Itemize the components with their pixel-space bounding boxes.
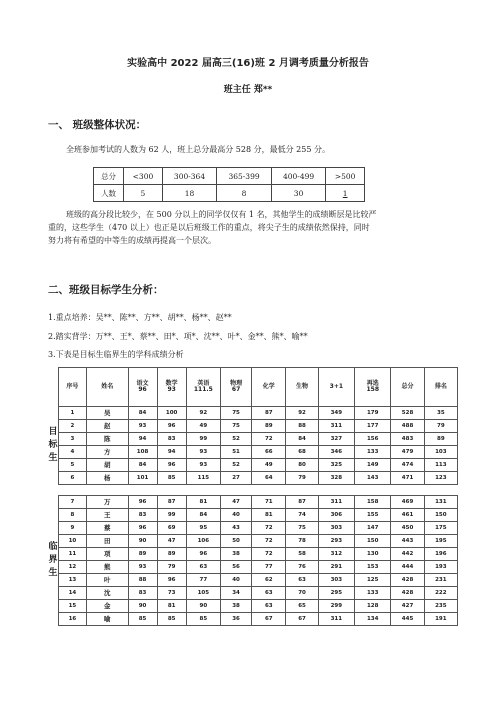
score-cell: 49 bbox=[252, 459, 286, 472]
score-cell: 1 bbox=[58, 407, 86, 420]
score-cell: 443 bbox=[391, 535, 424, 548]
score-cell: 89 bbox=[128, 548, 157, 561]
subject-scores-table bbox=[48, 367, 458, 626]
score-cell: 428 bbox=[391, 574, 424, 587]
column-header: 英语 111.5 bbox=[186, 368, 220, 407]
score-cell: 128 bbox=[355, 600, 391, 613]
score-cell: 461 bbox=[391, 509, 424, 522]
score-cell: 299 bbox=[318, 600, 354, 613]
score-cell: 77 bbox=[186, 574, 220, 587]
score-cell: 427 bbox=[391, 600, 424, 613]
score-cell: 99 bbox=[157, 509, 186, 522]
score-cell: 195 bbox=[424, 535, 457, 548]
score-cell: 231 bbox=[424, 574, 457, 587]
score-cell: 153 bbox=[355, 561, 391, 574]
score-cell: 179 bbox=[355, 407, 391, 420]
score-cell: 40 bbox=[220, 509, 251, 522]
separator-cell bbox=[220, 485, 251, 496]
report-title: 实验高中 2022 届高三(16)班 2 月调考质量分析报告 bbox=[127, 58, 369, 69]
score-cell: 51 bbox=[220, 446, 251, 459]
score-cell: 47 bbox=[220, 496, 251, 509]
score-cell: 63 bbox=[286, 574, 318, 587]
score-cell: 72 bbox=[252, 433, 286, 446]
student-row bbox=[48, 613, 458, 626]
score-cell: 328 bbox=[318, 472, 354, 485]
paragraph-line: 班级的高分段比较少，在 500 分以上的同学仅仅有 1 名，其他学生的成绩断层是比较严 bbox=[66, 210, 377, 219]
student-name: 喻 bbox=[86, 613, 128, 626]
score-cell: 445 bbox=[391, 613, 424, 626]
score-cell: 105 bbox=[186, 587, 220, 600]
score-cell: 67 bbox=[286, 613, 318, 626]
score-cell: 89 bbox=[424, 433, 457, 446]
student-row bbox=[48, 496, 458, 509]
score-cell: 38 bbox=[220, 548, 251, 561]
column-header: 3+1 bbox=[318, 368, 354, 407]
score-cell: 36 bbox=[220, 613, 251, 626]
column-header: 生物 bbox=[286, 368, 318, 407]
score-cell: 4 bbox=[58, 446, 86, 459]
student-row bbox=[48, 472, 458, 485]
score-cell: 85 bbox=[128, 613, 157, 626]
score-cell: 471 bbox=[391, 472, 424, 485]
paragraph-line: 努力将有希望的中等生的成绩再提高一个层次。 bbox=[48, 236, 216, 245]
score-cell: 306 bbox=[318, 509, 354, 522]
score-cell: 87 bbox=[252, 407, 286, 420]
score-cell: 72 bbox=[252, 522, 286, 535]
separator-cell bbox=[128, 485, 157, 496]
column-header: 语文 96 bbox=[128, 368, 157, 407]
score-cell: 78 bbox=[286, 535, 318, 548]
student-name: 蔡 bbox=[86, 522, 128, 535]
score-cell: 311 bbox=[318, 613, 354, 626]
score-cell: 84 bbox=[128, 407, 157, 420]
score-cell: 5 bbox=[58, 459, 86, 472]
score-cell: 150 bbox=[424, 509, 457, 522]
score-cell: 75 bbox=[220, 420, 251, 433]
column-header: 化学 bbox=[252, 368, 286, 407]
score-cell: 9 bbox=[58, 522, 86, 535]
score-cell: 83 bbox=[157, 433, 186, 446]
author-line: 班主任 郑** bbox=[223, 85, 273, 95]
separator-cell bbox=[157, 485, 186, 496]
score-cell: 71 bbox=[252, 496, 286, 509]
score-cell: 94 bbox=[157, 446, 186, 459]
score-cell: 93 bbox=[186, 446, 220, 459]
score-cell: 79 bbox=[286, 472, 318, 485]
score-cell: 81 bbox=[186, 496, 220, 509]
score-cell: 103 bbox=[424, 446, 457, 459]
separator-cell bbox=[318, 485, 354, 496]
student-row bbox=[48, 459, 458, 472]
score-cell: 125 bbox=[355, 574, 391, 587]
score-cell: 15 bbox=[58, 600, 86, 613]
student-name: 熊 bbox=[86, 561, 128, 574]
student-row bbox=[48, 535, 458, 548]
score-cell: 93 bbox=[186, 459, 220, 472]
column-header: 序号 bbox=[58, 368, 86, 407]
score-cell: 93 bbox=[128, 561, 157, 574]
student-name: 陈 bbox=[86, 433, 128, 446]
score-cell: 35 bbox=[424, 407, 457, 420]
score-cell: 77 bbox=[252, 561, 286, 574]
student-row bbox=[48, 433, 458, 446]
score-cell: 89 bbox=[157, 548, 186, 561]
distribution-cell: 18 bbox=[162, 185, 217, 202]
score-cell: 11 bbox=[58, 548, 86, 561]
table-caption: 3.下表是目标生临界生的学科成绩分析 bbox=[48, 350, 184, 359]
score-cell: 80 bbox=[286, 459, 318, 472]
score-cell: 49 bbox=[186, 420, 220, 433]
score-cell: 64 bbox=[252, 472, 286, 485]
distribution-cell: 人数 bbox=[94, 185, 124, 202]
score-cell: 158 bbox=[355, 496, 391, 509]
score-cell: 10 bbox=[58, 535, 86, 548]
student-name: 万 bbox=[86, 496, 128, 509]
score-cell: 96 bbox=[157, 420, 186, 433]
score-cell: 87 bbox=[286, 496, 318, 509]
score-cell: 93 bbox=[128, 420, 157, 433]
score-cell: 156 bbox=[355, 433, 391, 446]
score-cell: 52 bbox=[220, 433, 251, 446]
group-label: 目 标 生 bbox=[48, 427, 58, 463]
score-cell: 106 bbox=[186, 535, 220, 548]
score-cell: 27 bbox=[220, 472, 251, 485]
score-cell: 134 bbox=[355, 613, 391, 626]
distribution-header-row bbox=[94, 168, 365, 185]
student-name: 杨 bbox=[86, 472, 128, 485]
score-cell: 6 bbox=[58, 472, 86, 485]
score-cell: 84 bbox=[128, 459, 157, 472]
score-cell: 87 bbox=[157, 496, 186, 509]
score-cell: 235 bbox=[424, 600, 457, 613]
score-cell: 79 bbox=[157, 561, 186, 574]
score-cell: 123 bbox=[424, 472, 457, 485]
score-cell: 291 bbox=[318, 561, 354, 574]
score-cell: 303 bbox=[318, 522, 354, 535]
section-1-intro: 全班参加考试的人数为 62 人，班上总分最高分 528 分，最低分 255 分。 bbox=[66, 145, 330, 154]
distribution-cell: >500 bbox=[326, 168, 365, 185]
score-cell: 222 bbox=[424, 587, 457, 600]
score-cell: 528 bbox=[391, 407, 424, 420]
score-cell: 47 bbox=[157, 535, 186, 548]
score-cell: 474 bbox=[391, 459, 424, 472]
column-header: 姓名 bbox=[86, 368, 128, 407]
student-name: 叶 bbox=[86, 574, 128, 587]
separator-cell bbox=[86, 485, 128, 496]
student-row bbox=[48, 420, 458, 433]
score-cell: 96 bbox=[157, 574, 186, 587]
student-row bbox=[48, 561, 458, 574]
score-cell: 488 bbox=[391, 420, 424, 433]
score-cell: 70 bbox=[286, 587, 318, 600]
score-cell: 96 bbox=[128, 496, 157, 509]
group-spacer bbox=[48, 368, 58, 407]
score-cell: 108 bbox=[128, 446, 157, 459]
score-cell: 101 bbox=[128, 472, 157, 485]
score-cell: 442 bbox=[391, 548, 424, 561]
score-cell: 56 bbox=[220, 561, 251, 574]
score-cell: 85 bbox=[157, 472, 186, 485]
score-cell: 100 bbox=[157, 407, 186, 420]
score-cell: 43 bbox=[220, 522, 251, 535]
score-cell: 193 bbox=[424, 561, 457, 574]
score-cell: 96 bbox=[128, 522, 157, 535]
score-cell: 73 bbox=[157, 587, 186, 600]
distribution-cell: 365-399 bbox=[217, 168, 272, 185]
score-cell: 450 bbox=[391, 522, 424, 535]
score-cell: 90 bbox=[128, 535, 157, 548]
score-cell: 115 bbox=[186, 472, 220, 485]
score-cell: 68 bbox=[286, 446, 318, 459]
score-cell: 196 bbox=[424, 548, 457, 561]
column-header: 再选 158 bbox=[355, 368, 391, 407]
score-cell: 150 bbox=[355, 535, 391, 548]
column-header: 总分 bbox=[391, 368, 424, 407]
distribution-cell: 400-499 bbox=[271, 168, 326, 185]
section-1-paragraph bbox=[48, 208, 453, 247]
score-cell: 16 bbox=[58, 613, 86, 626]
section-1-heading: 一、 班级整体状况： bbox=[48, 119, 147, 131]
score-cell: 96 bbox=[186, 548, 220, 561]
student-name: 金 bbox=[86, 600, 128, 613]
student-name: 吴 bbox=[86, 407, 128, 420]
column-header: 物理 67 bbox=[220, 368, 251, 407]
separator-cell bbox=[391, 485, 424, 496]
score-cell: 66 bbox=[252, 446, 286, 459]
score-cell: 147 bbox=[355, 522, 391, 535]
score-cell: 349 bbox=[318, 407, 354, 420]
score-cell: 444 bbox=[391, 561, 424, 574]
score-cell: 175 bbox=[424, 522, 457, 535]
score-distribution-table bbox=[93, 167, 365, 202]
separator-cell bbox=[424, 485, 457, 496]
separator-cell bbox=[58, 485, 86, 496]
score-cell: 74 bbox=[286, 509, 318, 522]
score-cell: 81 bbox=[157, 600, 186, 613]
group-label: 临 界 生 bbox=[48, 542, 58, 578]
score-cell: 130 bbox=[355, 548, 391, 561]
student-name: 田 bbox=[86, 535, 128, 548]
score-cell: 346 bbox=[318, 446, 354, 459]
separator-cell bbox=[186, 485, 220, 496]
score-cell: 12 bbox=[58, 561, 86, 574]
student-row bbox=[48, 407, 458, 420]
score-cell: 295 bbox=[318, 587, 354, 600]
score-cell: 479 bbox=[391, 446, 424, 459]
student-name: 方 bbox=[86, 446, 128, 459]
steady-students-line: 2.踏实背学：万**、王*、蔡**、田*、项*、沈**、叶*、金**、熊*、喻** bbox=[48, 332, 308, 341]
student-name: 项 bbox=[86, 548, 128, 561]
score-cell: 62 bbox=[252, 574, 286, 587]
score-cell: 72 bbox=[252, 535, 286, 548]
focus-students-line: 1.重点培养：吴**、陈**、方**、胡**、杨**、赵** bbox=[48, 313, 232, 322]
score-cell: 58 bbox=[286, 548, 318, 561]
student-name: 胡 bbox=[86, 459, 128, 472]
student-row bbox=[48, 509, 458, 522]
student-row bbox=[48, 574, 458, 587]
score-cell: 311 bbox=[318, 420, 354, 433]
score-cell: 85 bbox=[186, 613, 220, 626]
score-cell: 303 bbox=[318, 574, 354, 587]
score-cell: 113 bbox=[424, 459, 457, 472]
score-cell: 177 bbox=[355, 420, 391, 433]
column-header: 排名 bbox=[424, 368, 457, 407]
score-cell: 469 bbox=[391, 496, 424, 509]
score-cell: 90 bbox=[128, 600, 157, 613]
score-cell: 13 bbox=[58, 574, 86, 587]
score-cell: 191 bbox=[424, 613, 457, 626]
score-cell: 312 bbox=[318, 548, 354, 561]
student-row bbox=[48, 446, 458, 459]
separator-cell bbox=[286, 485, 318, 496]
score-cell: 63 bbox=[252, 587, 286, 600]
distribution-cell: 1 bbox=[326, 185, 365, 202]
score-cell: 8 bbox=[58, 509, 86, 522]
score-cell: 92 bbox=[186, 407, 220, 420]
score-cell: 76 bbox=[286, 561, 318, 574]
score-cell: 83 bbox=[128, 509, 157, 522]
student-name: 赵 bbox=[86, 420, 128, 433]
score-cell: 155 bbox=[355, 509, 391, 522]
scores-header-row bbox=[48, 368, 458, 407]
score-cell: 90 bbox=[186, 600, 220, 613]
score-cell: 81 bbox=[252, 509, 286, 522]
score-cell: 75 bbox=[220, 407, 251, 420]
student-row bbox=[48, 548, 458, 561]
score-cell: 325 bbox=[318, 459, 354, 472]
score-cell: 38 bbox=[220, 600, 251, 613]
separator-cell bbox=[252, 485, 286, 496]
score-cell: 92 bbox=[286, 407, 318, 420]
distribution-cell: 总分 bbox=[94, 168, 124, 185]
score-cell: 40 bbox=[220, 574, 251, 587]
student-row bbox=[48, 587, 458, 600]
score-cell: 85 bbox=[157, 613, 186, 626]
score-cell: 34 bbox=[220, 587, 251, 600]
score-cell: 143 bbox=[355, 472, 391, 485]
distribution-cell: 8 bbox=[217, 185, 272, 202]
column-header: 数学 93 bbox=[157, 368, 186, 407]
score-cell: 75 bbox=[286, 522, 318, 535]
student-row bbox=[48, 600, 458, 613]
distribution-cell: 30 bbox=[271, 185, 326, 202]
score-cell: 83 bbox=[128, 587, 157, 600]
score-cell: 89 bbox=[252, 420, 286, 433]
score-cell: 3 bbox=[58, 433, 86, 446]
score-cell: 131 bbox=[424, 496, 457, 509]
score-cell: 72 bbox=[252, 548, 286, 561]
student-row bbox=[48, 522, 458, 535]
score-cell: 88 bbox=[128, 574, 157, 587]
separator-cell bbox=[48, 485, 58, 496]
student-name: 王 bbox=[86, 509, 128, 522]
score-cell: 50 bbox=[220, 535, 251, 548]
student-name: 沈 bbox=[86, 587, 128, 600]
distribution-cell: 300-364 bbox=[162, 168, 217, 185]
score-cell: 293 bbox=[318, 535, 354, 548]
score-cell: 69 bbox=[157, 522, 186, 535]
score-cell: 84 bbox=[286, 433, 318, 446]
distribution-count-row bbox=[94, 185, 365, 202]
paragraph-line: 重的，这些学生（470 以上）也正是以后班级工作的重点，将尖子生的成绩依然保持，同时 bbox=[48, 223, 370, 232]
score-cell: 133 bbox=[355, 587, 391, 600]
group-separator bbox=[48, 485, 458, 496]
score-cell: 483 bbox=[391, 433, 424, 446]
score-cell: 133 bbox=[355, 446, 391, 459]
score-cell: 96 bbox=[157, 459, 186, 472]
score-cell: 79 bbox=[424, 420, 457, 433]
score-cell: 67 bbox=[252, 613, 286, 626]
score-cell: 149 bbox=[355, 459, 391, 472]
score-cell: 2 bbox=[58, 420, 86, 433]
score-cell: 63 bbox=[252, 600, 286, 613]
score-cell: 65 bbox=[286, 600, 318, 613]
score-cell: 88 bbox=[286, 420, 318, 433]
distribution-cell: <300 bbox=[124, 168, 163, 185]
score-cell: 63 bbox=[186, 561, 220, 574]
score-cell: 94 bbox=[128, 433, 157, 446]
score-cell: 311 bbox=[318, 496, 354, 509]
score-cell: 84 bbox=[186, 509, 220, 522]
score-cell: 7 bbox=[58, 496, 86, 509]
score-cell: 14 bbox=[58, 587, 86, 600]
score-cell: 99 bbox=[186, 433, 220, 446]
separator-cell bbox=[355, 485, 391, 496]
score-cell: 52 bbox=[220, 459, 251, 472]
distribution-cell: 5 bbox=[124, 185, 163, 202]
score-cell: 428 bbox=[391, 587, 424, 600]
score-cell: 327 bbox=[318, 433, 354, 446]
section-2-heading: 二、班级目标学生分析： bbox=[48, 284, 164, 296]
score-cell: 95 bbox=[186, 522, 220, 535]
